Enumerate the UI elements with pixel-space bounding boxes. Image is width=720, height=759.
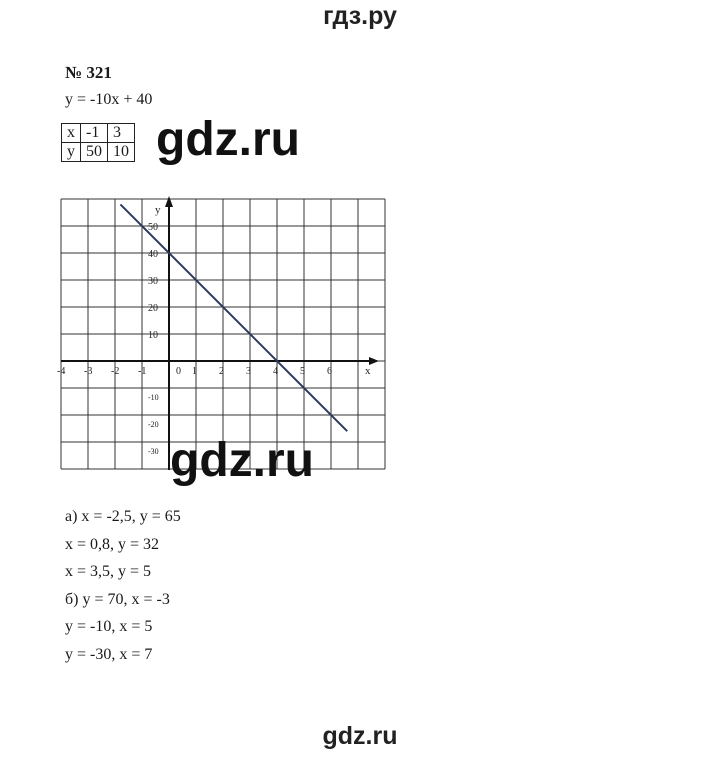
x-tick-label: 3 <box>246 366 251 377</box>
answer-line: y = -10, x = 5 <box>65 618 153 635</box>
x-tick-label: 6 <box>327 366 332 377</box>
answer-line: б) y = 70, x = -3 <box>65 590 170 608</box>
answers-list <box>65 506 181 671</box>
x-tick-label: -1 <box>138 366 147 377</box>
y-tick-label: 20 <box>148 303 158 314</box>
answer-line: x = 0,8, y = 32 <box>65 535 160 553</box>
table-cell: y <box>62 143 81 162</box>
watermark-bottom: gdz.ru <box>170 434 314 487</box>
answer-line: а) x = -2,5, y = 65 <box>65 508 181 525</box>
table-cell: 3 <box>108 124 135 143</box>
y-tick-label: 40 <box>148 249 158 260</box>
table-cell: 10 <box>108 143 135 162</box>
site-header: гдз.ру <box>323 2 397 30</box>
problem-number: № 321 <box>65 63 112 82</box>
table-cell: 50 <box>81 143 108 162</box>
y-tick-label: 10 <box>148 330 158 341</box>
x-tick-label: -2 <box>111 366 120 377</box>
y-tick-label: -10 <box>148 393 159 402</box>
table-cell: x <box>62 124 81 143</box>
x-tick-label: 2 <box>219 366 224 377</box>
y-tick-label: -30 <box>148 447 159 456</box>
answer-line: y = -30, x = 7 <box>65 645 153 663</box>
x-tick-label: 1 <box>192 366 197 377</box>
x-tick-label: 0 <box>176 366 181 377</box>
answer-line: x = 3,5, y = 5 <box>65 563 152 580</box>
site-footer: gdz.ru <box>322 722 398 750</box>
x-axis-arrow <box>369 357 379 365</box>
y-tick-label: -20 <box>148 420 159 429</box>
y-axis-label: y <box>155 204 161 216</box>
watermark-top: gdz.ru <box>156 113 300 166</box>
x-tick-label: -3 <box>84 366 93 377</box>
x-tick-label: 5 <box>300 366 305 377</box>
table-cell: -1 <box>81 124 108 143</box>
y-tick-label: 50 <box>148 222 158 233</box>
x-tick-label: -4 <box>57 366 66 377</box>
equation: y = -10x + 40 <box>65 91 153 108</box>
y-axis-arrow <box>165 196 173 207</box>
x-tick-label: 4 <box>273 366 278 377</box>
y-tick-label: 30 <box>148 276 158 287</box>
x-axis-label: x <box>365 365 371 377</box>
